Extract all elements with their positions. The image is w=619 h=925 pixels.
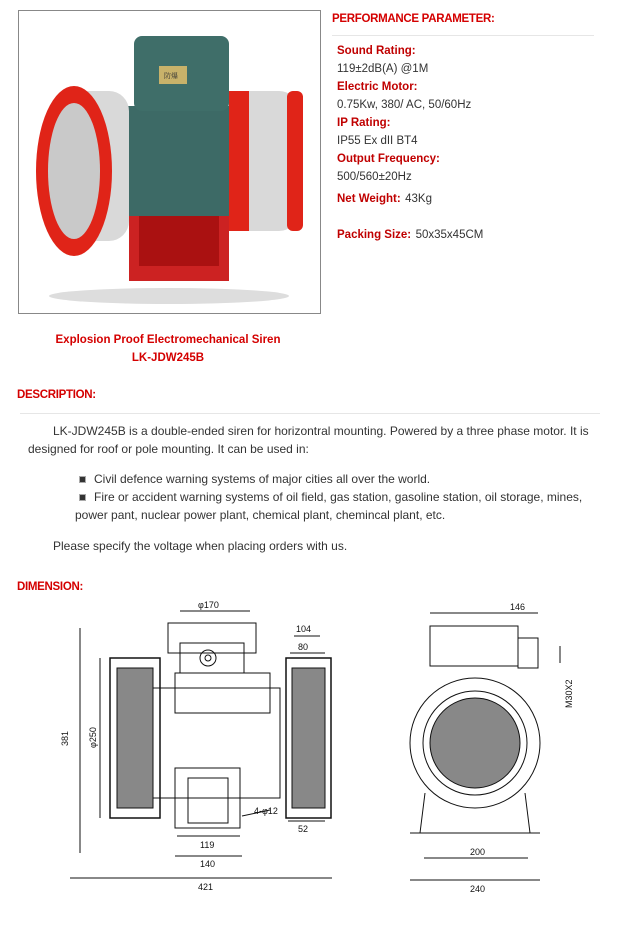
product-image — [18, 10, 321, 314]
voltage-note: Please specify the voltage when placing orders with us. — [53, 539, 348, 553]
description-paragraph: LK-JDW245B is a double-ended siren for horizontral mounting. Powered by a three phase motor. It is designed for roof or pole mounting. It can be used in: — [28, 424, 589, 456]
svg-text:防爆: 防爆 — [164, 73, 178, 80]
dim-base-inner: 119 — [200, 840, 215, 850]
dim-side-top: 146 — [510, 602, 526, 612]
packing-label: Packing Size: — [337, 229, 412, 241]
product-caption-name: Explosion Proof Electromechanical Siren — [55, 334, 281, 346]
bullet-icon — [79, 494, 86, 501]
bullet-item: Fire or accident warning systems of oil field, gas station, gasoline station, oil storage, mines, power pant, nuclear power plant, chemical plant, chemincal plant, etc. — [75, 490, 583, 522]
weight-row — [337, 189, 432, 207]
ip-value: IP55 Ex dII BT4 — [337, 135, 418, 147]
side-view — [410, 613, 560, 880]
divider — [332, 35, 594, 36]
dim-side-base-outer: 240 — [470, 884, 486, 894]
packing-row — [337, 225, 483, 243]
dim-horn-dia: φ250 — [88, 727, 98, 748]
dim-horn-depth: 104 — [296, 624, 312, 634]
sound-rating-value: 119±2dB(A) @1M — [337, 63, 429, 75]
freq-label: Output Frequency: — [337, 153, 440, 165]
dim-side-base-inner: 200 — [470, 847, 486, 857]
weight-label: Net Weight: — [337, 193, 401, 205]
dim-thread: M30X2 — [564, 679, 574, 708]
ip-label: IP Rating: — [337, 117, 391, 129]
dimension-drawing — [40, 598, 600, 913]
dimension-title: DIMENSION: — [17, 581, 84, 593]
dim-total-length: 421 — [198, 882, 214, 892]
dim-height: 381 — [60, 730, 70, 746]
front-view — [70, 611, 332, 878]
dim-top-dia: φ170 — [198, 600, 219, 610]
description-title: DESCRIPTION: — [17, 389, 96, 401]
dim-holes: 4-φ12 — [254, 806, 278, 816]
sound-rating-label: Sound Rating: — [337, 45, 416, 57]
performance-title: PERFORMANCE PARAMETER: — [332, 13, 495, 25]
motor-value: 0.75Kw, 380/ AC, 50/60Hz — [337, 99, 472, 111]
motor-label: Electric Motor: — [337, 81, 418, 93]
freq-value: 500/560±20Hz — [337, 171, 412, 183]
weight-value: 43Kg — [405, 193, 432, 205]
product-caption-model: LK-JDW245B — [131, 352, 205, 364]
divider — [20, 413, 600, 414]
bullet-icon — [79, 476, 86, 483]
packing-value: 50x35x45CM — [415, 229, 484, 241]
bullet-item: Civil defence warning systems of major cities all over the world. — [63, 470, 595, 488]
dim-horn-inner: 80 — [298, 642, 309, 652]
dim-foot: 52 — [298, 824, 309, 834]
dim-base-outer: 140 — [200, 859, 216, 869]
siren-photo-illustration — [19, 11, 320, 313]
